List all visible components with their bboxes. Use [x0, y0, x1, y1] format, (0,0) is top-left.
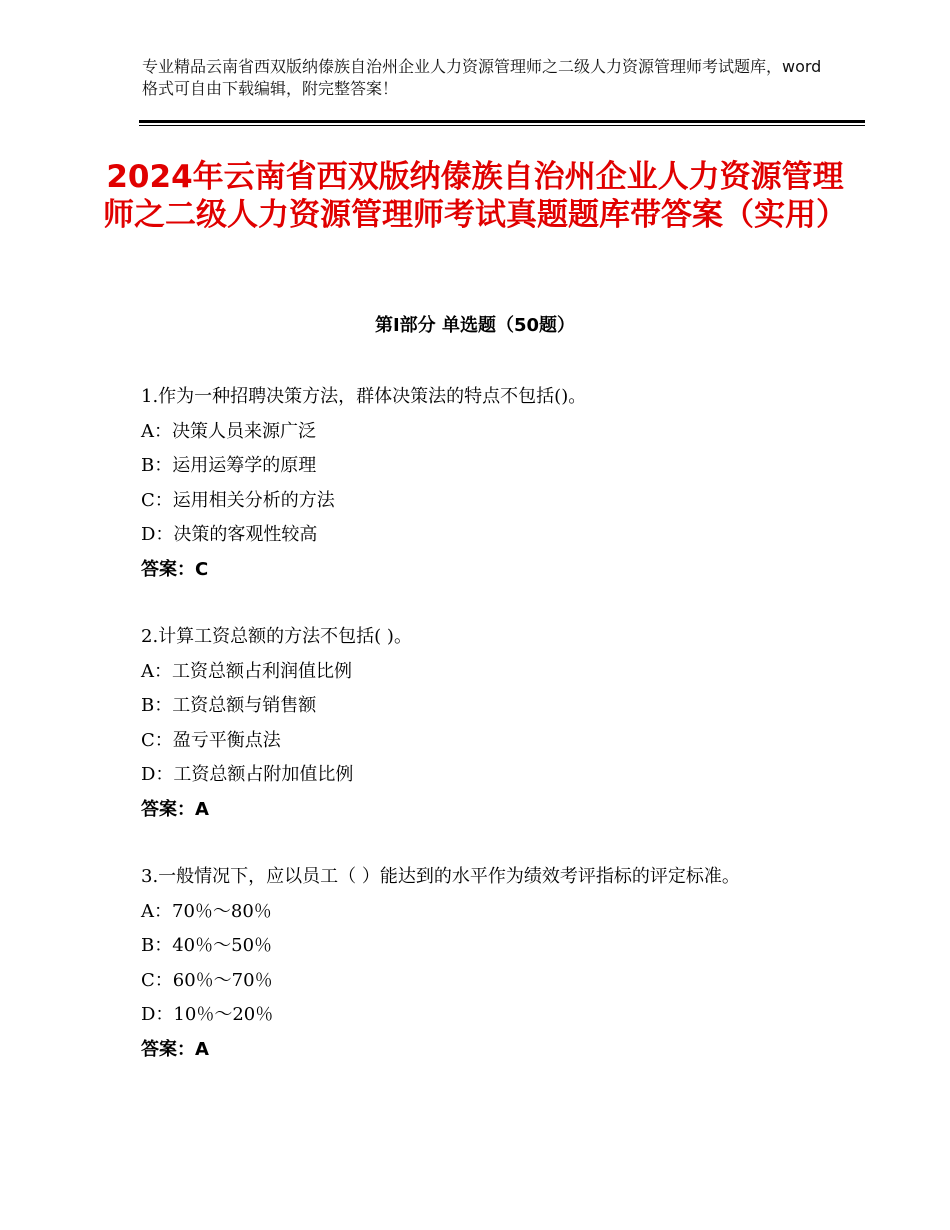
question-stem: 1.作为一种招聘决策方法，群体决策法的特点不包括()。 — [141, 386, 587, 407]
question-answer: 答案：A — [141, 798, 209, 820]
option-b: B：40％～50％ — [141, 935, 273, 956]
question-answer: 答案：A — [141, 1038, 209, 1060]
question-list — [141, 380, 821, 1100]
option-a: A：70％～80％ — [141, 900, 272, 922]
option-b: B：运用运筹学的原理 — [141, 455, 317, 476]
option-c: C：运用相关分析的方法 — [141, 489, 335, 511]
option-c: C：盈亏平衡点法 — [141, 729, 281, 751]
question-2 — [141, 620, 821, 827]
document-title: 2024年云南省西双版纳傣族自治州企业人力资源管理师之二级人力资源管理师考试真题题库带答案（实用） — [103, 159, 847, 233]
question-3 — [141, 860, 821, 1067]
header-note: 专业精品云南省西双版纳傣族自治州企业人力资源管理师之二级人力资源管理师考试题库，word格式可自由下载编辑，附完整答案！ — [142, 57, 822, 98]
option-a: A：决策人员来源广泛 — [141, 420, 316, 442]
option-d: D：工资总额占附加值比例 — [141, 764, 354, 785]
question-1 — [141, 380, 821, 587]
question-stem: 2.计算工资总额的方法不包括( )。 — [141, 626, 412, 647]
section-title: 第Ⅰ部分 单选题（50题） — [374, 315, 575, 336]
option-b: B：工资总额与销售额 — [141, 695, 317, 716]
option-c: C：60％～70％ — [141, 969, 273, 991]
option-d: D：决策的客观性较高 — [141, 524, 318, 545]
question-stem: 3.一般情况下，应以员工（ ）能达到的水平作为绩效考评指标的评定标准。 — [141, 866, 740, 887]
header-rule-thick — [139, 120, 865, 123]
question-answer: 答案：C — [141, 558, 209, 580]
header-rule-thin — [139, 125, 865, 126]
option-a: A：工资总额占利润值比例 — [141, 660, 352, 682]
option-d: D：10％～20％ — [141, 1004, 274, 1025]
